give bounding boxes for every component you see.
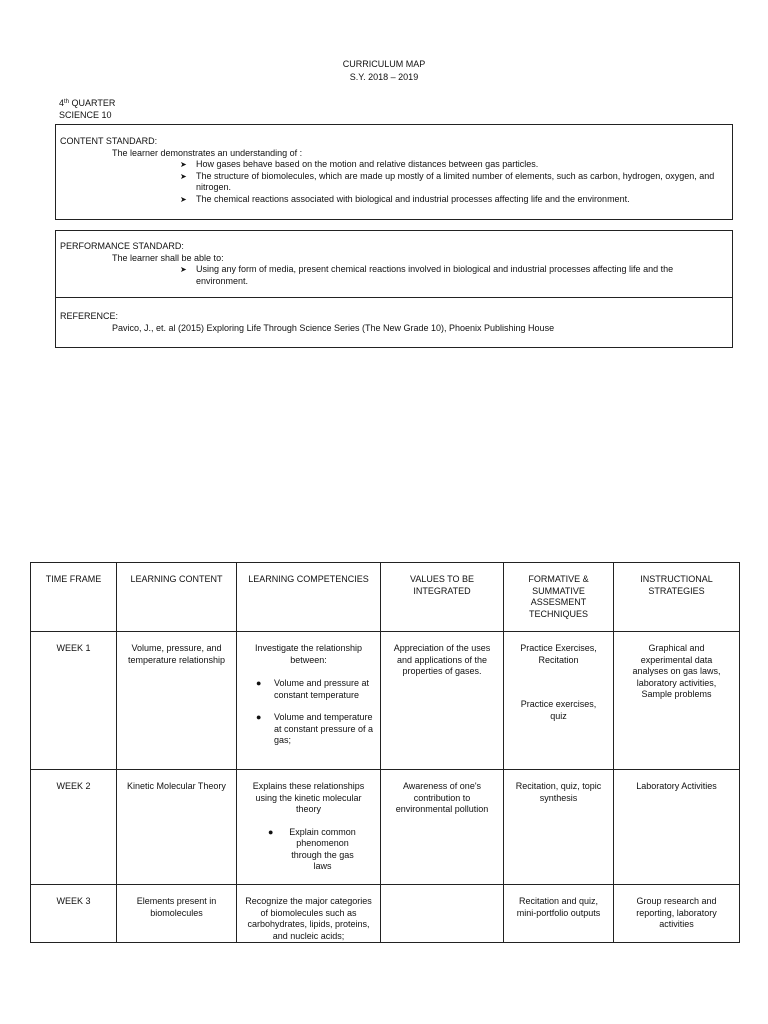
content-standard-section — [60, 136, 726, 205]
reference-text: Pavico, J., et. al (2015) Exploring Life Through Science Series (The New Grade 10), Phoenix Publishing House — [112, 322, 555, 333]
week-cell: WEEK 2 — [56, 781, 91, 791]
content-standard-box — [55, 124, 733, 220]
performance-standard-intro: The learner shall be able to: — [112, 252, 224, 263]
list-item: ● Explain common phenomenon through the gas laws — [268, 826, 356, 871]
table-row — [31, 885, 740, 943]
content-standard-list — [60, 159, 726, 205]
content-cell: Kinetic Molecular Theory — [127, 781, 226, 791]
assessment-cell: Recitation and quiz, mini-portfolio outputs — [516, 896, 601, 918]
header-values: VALUES TO BE INTEGRATED — [409, 574, 475, 596]
competency-intro: Explains these relationships using the kinetic molecular theory — [252, 781, 365, 814]
bullet-icon: ● — [256, 712, 262, 722]
list-item: ➤ The structure of biomolecules, which are made up mostly of a limited number of elements, such as carbon, hydrogen, oxygen, and nitrogen. — [180, 170, 715, 192]
week-cell: WEEK 1 — [56, 643, 91, 653]
header-learning-content: LEARNING CONTENT — [130, 574, 223, 584]
content-standard-intro: The learner demonstrates an understanding of : — [112, 147, 303, 158]
performance-standard-box — [55, 230, 733, 348]
document-title: CURRICULUM MAP — [342, 59, 426, 69]
header-strategies: INSTRUCTIONAL STRATEGIES — [640, 574, 713, 596]
table-row — [31, 632, 740, 770]
list-item: ● Volume and pressure at constant temperature — [256, 678, 370, 700]
competency-intro: Investigate the relationship between: — [254, 643, 363, 665]
subject-label: SCIENCE 10 — [59, 110, 112, 120]
bullet-icon: ● — [268, 826, 274, 837]
performance-standard-heading: PERFORMANCE STANDARD: — [60, 241, 184, 251]
arrow-bullet-icon: ➤ — [180, 265, 187, 274]
table-row — [31, 770, 740, 885]
competency-list — [242, 678, 375, 747]
content-standard-heading: CONTENT STANDARD: — [60, 136, 158, 146]
performance-standard-list — [60, 264, 726, 287]
assessment-cell: Recitation, quiz, topic synthesis — [515, 781, 602, 803]
quarter-label: 4th QUARTER — [59, 98, 116, 108]
content-cell: Volume, pressure, and temperature relationship — [127, 643, 226, 665]
assessment-text: Practice Exercises, Recitation — [520, 643, 597, 665]
reference-section — [60, 311, 726, 334]
reference-heading: REFERENCE: — [60, 311, 119, 321]
strategies-cell: Laboratory Activities — [636, 781, 717, 791]
values-cell: Appreciation of the uses and applications of the properties of gases. — [393, 643, 491, 676]
list-item: ● Volume and temperature at constant pressure of a gas; — [256, 712, 374, 745]
strategies-cell: Graphical and experimental data analyses on gas laws, laboratory activities, Sample problems — [632, 643, 721, 699]
quarter-block — [59, 97, 115, 121]
header-assessment: FORMATIVE & SUMMATIVE ASSESMENT TECHNIQUES — [528, 574, 589, 619]
assessment-text-2: Practice exercises, quiz — [520, 699, 597, 721]
arrow-bullet-icon: ➤ — [180, 171, 187, 181]
competency-cell — [237, 770, 380, 873]
section-divider — [56, 297, 732, 298]
list-item: ➤ How gases behave based on the motion and relative distances between gas particles. — [180, 159, 539, 169]
assessment-cell — [504, 632, 613, 722]
competency-list — [242, 827, 375, 873]
performance-standard-section — [60, 241, 726, 287]
values-cell: Awareness of one's contribution to environmental pollution — [395, 781, 489, 814]
list-item: ➤ Using any form of media, present chemical reactions involved in biological and industrial processes affecting life and the environment. — [180, 264, 674, 286]
list-item: ➤ The chemical reactions associated with biological and industrial processes affecting life and the environment. — [180, 193, 630, 204]
bullet-icon: ● — [256, 678, 262, 688]
header-time-frame: TIME FRAME — [45, 574, 102, 584]
strategies-cell: Group research and reporting, laboratory activities — [636, 896, 717, 929]
header-learning-competencies: LEARNING COMPETENCIES — [248, 574, 369, 584]
competency-cell: Recognize the major categories of biomolecules such as carbohydrates, lipids, proteins, and nucleic acids; — [245, 896, 372, 941]
table-header-row — [31, 563, 740, 632]
values-cell — [381, 885, 503, 896]
competency-cell — [237, 632, 380, 747]
arrow-bullet-icon: ➤ — [180, 194, 187, 204]
curriculum-table — [30, 562, 740, 943]
school-year: S.Y. 2018 – 2019 — [349, 72, 419, 82]
week-cell: WEEK 3 — [56, 896, 91, 906]
content-cell: Elements present in biomolecules — [136, 896, 217, 918]
arrow-bullet-icon: ➤ — [180, 160, 187, 169]
